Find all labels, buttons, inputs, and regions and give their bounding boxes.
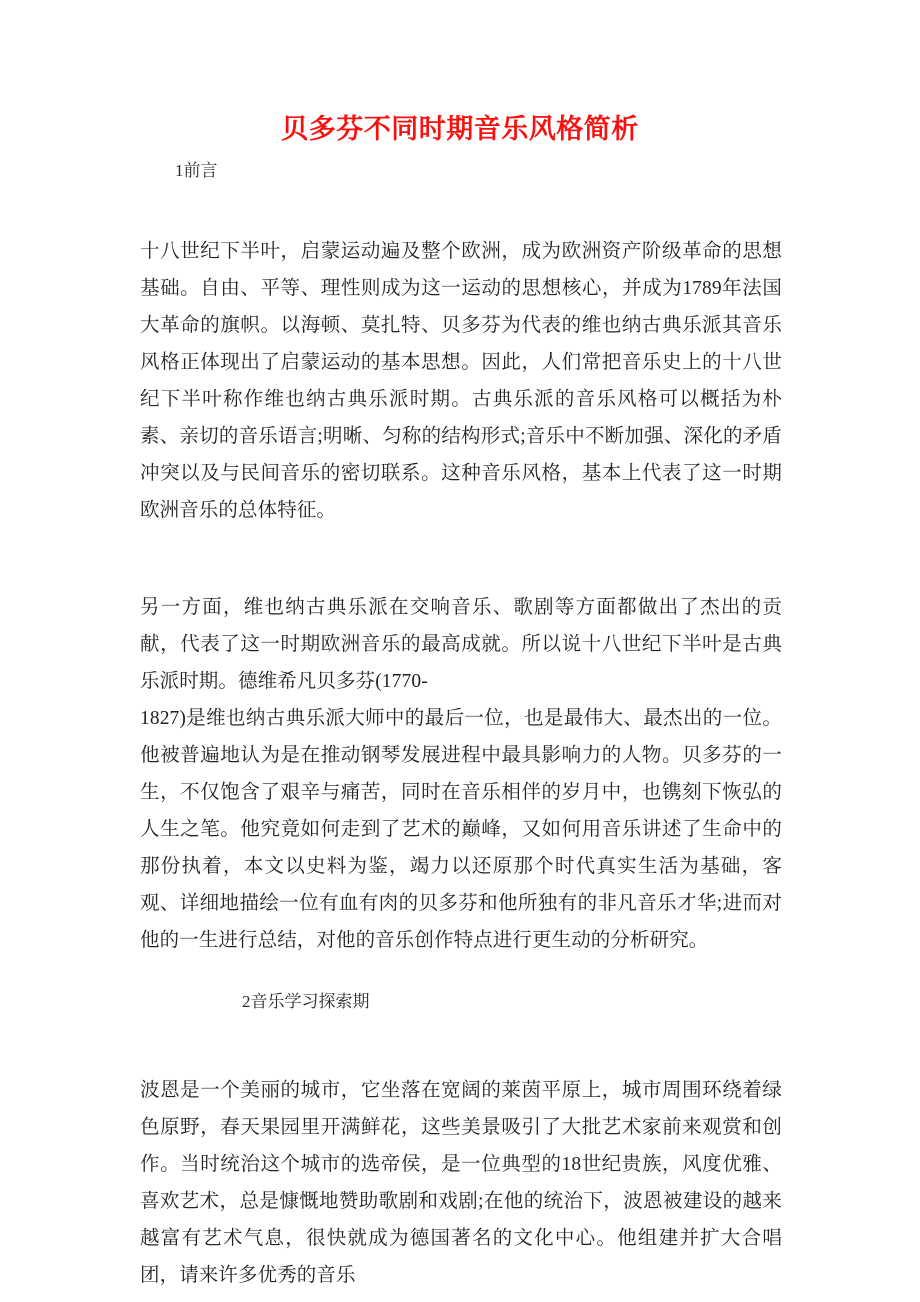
- spacer-after-heading-2: [140, 1015, 782, 1072]
- paragraph-3: 波恩是一个美丽的城市，它坐落在宽阔的莱茵平原上，城市周围环绕着绿色原野，春天果园里开满鲜花，这些美景吸引了大批艺术家前来观赏和创作。当时统治这个城市的选帝侯，是一位典型的18世纪贵族，风度优雅、喜欢艺术，总是慷慨地赞助歌剧和戏剧;在他的统治下，波恩被建设的越来越富有艺术气息，很快就成为德国著名的文化中心。他组建并扩大合唱团，请来许多优秀的音乐: [140, 1080, 782, 1286]
- section-heading-2: 2音乐学习探索期: [242, 992, 370, 1011]
- spacer-before-heading-2: [140, 959, 782, 989]
- paragraph-2-line-1: 另一方面，维也纳古典乐派在交响音乐、歌剧等方面都做出了杰出的贡献，代表了这一时期欧洲音乐的最高成就。所以说十八世纪下半叶是古典乐派时期。德维希凡贝多芬(1770-: [140, 597, 782, 692]
- spacer-after-heading-1: [140, 184, 782, 233]
- spacer-between-paragraphs: [140, 529, 782, 589]
- section-heading-1: 1前言: [175, 161, 218, 180]
- paragraph-2-line-2: 1827)是维也纳古典乐派大师中的最后一位，也是最伟大、最杰出的一位。他被普遍地认为是在推动钢琴发展进程中最具影响力的人物。贝多芬的一生，不仅饱含了艰辛与痛苦，同时在音乐相伴的岁月中，也镌刻下恢弘的人生之笔。他究竟如何走到了艺术的巅峰，又如何用音乐讲述了生命中的那份执着，本文以史料为鉴，竭力以还原那个时代真实生活为基础，客观、详细地描绘一位有血有肉的贝多芬和他所独有的非凡音乐才华;进而对他的一生进行总结，对他的音乐创作特点进行更生动的分析研究。: [140, 708, 782, 951]
- page-title: 贝多芬不同时期音乐风格简析: [281, 114, 639, 144]
- document-body: [140, 158, 782, 1294]
- paragraph-1: 十八世纪下半叶，启蒙运动遍及整个欧洲，成为欧洲资产阶级革命的思想基础。自由、平等、理性则成为这一运动的思想核心，并成为1789年法国大革命的旗帜。以海顿、莫扎特、贝多芬为代表的维也纳古典乐派其音乐风格正体现出了启蒙运动的基本思想。因此，人们常把音乐史上的十八世纪下半叶称作维也纳古典乐派时期。古典乐派的音乐风格可以概括为朴素、亲切的音乐语言;明晰、匀称的结构形式;音乐中不断加强、深化的矛盾冲突以及与民间音乐的密切联系。这种音乐风格，基本上代表了这一时期欧洲音乐的总体特征。: [140, 241, 782, 521]
